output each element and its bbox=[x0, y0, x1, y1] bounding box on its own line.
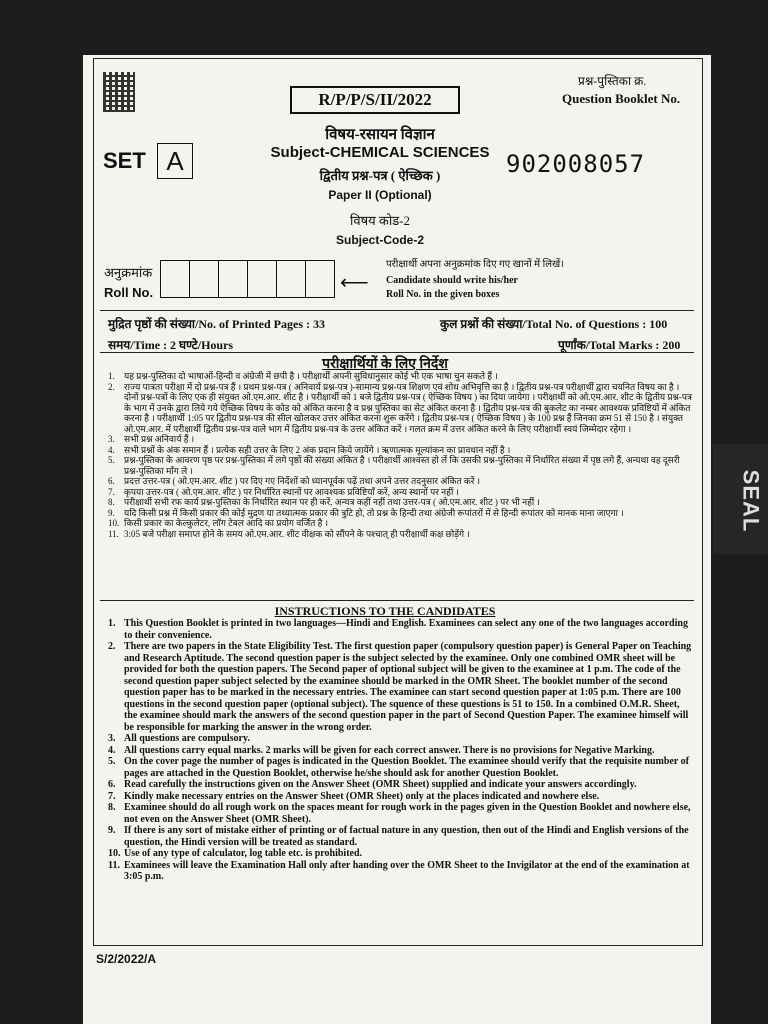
list-item: 6. Read carefully the instructions given on the Answer Sheet (OMR Sheet) supplied and indicate your answers accordingly. bbox=[108, 779, 637, 790]
list-item: 5. On the cover page the number of pages is indicated in the Question Booklet. The examinee should verify that the requisite number of pages are attached in the Question Booklet, otherwise he/she should ask for another Question Booklet. bbox=[108, 756, 689, 779]
list-item: 7. कृपया उत्तर-पत्र ( ओ.एम.आर. शीट ) पर निर्धारित स्थानों पर आवश्यक प्रविष्टियाँ करें, अन्य स्थानों पर नहीं । bbox=[108, 486, 459, 497]
list-item: 8. Examinee should do all rough work on the spaces meant for rough work in the pages given in the Question Booklet and nowhere else, not even on the Answer Sheet (OMR Sheet). bbox=[108, 802, 691, 825]
list-item: 6. प्रदत्त उत्तर-पत्र ( ओ.एम.आर. शीट ) पर दिए गए निर्देशों को ध्यानपूर्वक पढ़ें तथा अपने उत्तर तदनुसार अंकित करें । bbox=[108, 476, 481, 486]
hindi-instructions-list bbox=[108, 371, 694, 539]
roll-box[interactable] bbox=[160, 260, 190, 298]
list-item: 5. प्रश्न-पुस्तिका के आवरण पृष्ठ पर प्रश्न-पुस्तिका में लगे पृष्ठों की संख्या अंकित है । परीक्षार्थी आश्वस्त हो लें कि उसकी प्रश्न-पुस्तिका में निर्धारित संख्या में पृष्ठ लगे हैं, अन्यथा वह दूसरी प्रश्न-पुस्तिका माँग ले । bbox=[108, 455, 680, 476]
list-item: 9. यदि किसी प्रश्न में किसी प्रकार की कोई मुद्रण या तथ्यात्मक प्रकार की त्रुटि हो, तो प्रश्न के हिन्दी तथा अंग्रेजी रूपांतरों में से हिन्दी रूपांतर को मानक माना जाएगा । bbox=[108, 507, 624, 518]
roll-note-line-1: Candidate should write his/her bbox=[386, 275, 518, 286]
booklet-number: 902008057 bbox=[506, 150, 646, 178]
list-item: 1. यह प्रश्न-पुस्तिका दो भाषाओं-हिन्दी व अंग्रेजी में छपी है । परीक्षार्थी अपनी सुविधानुसार कोई भी एक भाषा चुन सकते हैं । bbox=[108, 371, 498, 381]
list-item: 2. There are two papers in the State Eligibility Test. The first question paper (compulsory question paper) is General Paper on Teaching and Research Aptitude. The second question paper is the subject selected by the examinee. Only one combined OMR sheet will be provided for both the question papers. The Second paper of optional subject will be given to the examinee at 1 p.m. The code of the second question paper subject selected by the examinee should be marked in the OMR Sheet. The booklet number of the second question paper has to be marked in the necessary entries. The examinee can start second question paper at 1:05 p.m. There are 100 questions in the second question paper (optional subject). The squence of these questions is 51 to 150. In a combined O.M.R. Sheet, the examinee should mark the answers of the second question paper in the part of Second Question Paper. The examinee himself will be responsible for marking the answer in the wrong order. bbox=[108, 641, 692, 733]
list-item: 11. Examinees will leave the Examination Hall only after handing over the OMR Sheet to the Invigilator at the end of the examination at 3:05 p.m. bbox=[108, 859, 690, 882]
footer-code: S/2/2022/A bbox=[96, 952, 157, 966]
booklet-label-hindi: प्रश्न-पुस्तिका क्र. bbox=[578, 74, 647, 88]
roll-box[interactable] bbox=[247, 260, 277, 298]
total-questions: कुल प्रश्नों की संख्या/Total No. of Questions : 100 bbox=[440, 317, 668, 331]
roll-note-line-2: Roll No. in the given boxes bbox=[386, 289, 500, 300]
english-instructions-list bbox=[108, 618, 694, 883]
set-value: A bbox=[157, 143, 193, 179]
subject-code-hindi: विषय कोड-2 bbox=[349, 213, 411, 228]
hindi-instructions-title: परीक्षार्थियों के लिए निर्देश bbox=[322, 357, 448, 372]
list-item: 1. This Question Booklet is printed in two languages—Hindi and English. Examinees can select any one of the two languages according to their convenience. bbox=[108, 618, 688, 641]
list-item: 7. Kindly make necessary entries on the Answer Sheet (OMR Sheet) only at the places indicated and nowhere else. bbox=[108, 790, 600, 802]
roll-note-hindi: परीक्षार्थी अपना अनुक्रमांक दिए गए खानों में लिखें। bbox=[386, 259, 564, 270]
divider bbox=[100, 352, 694, 353]
total-marks: पूर्णांक/Total Marks : 200 bbox=[558, 338, 681, 352]
seal-label: SEAL bbox=[738, 469, 764, 533]
list-item: 8. परीक्षार्थी सभी रफ कार्य प्रश्न-पुस्तिका के निर्धारित स्थान पर ही करें, अन्यत्र कहीं नहीं तथा उत्तर-पत्र ( ओ.एम.आर. शीट ) पर भी नहीं । bbox=[108, 497, 540, 507]
list-item: 3. सभी प्रश्न अनिवार्य हैं । bbox=[108, 434, 195, 444]
set-label: SET bbox=[103, 148, 146, 173]
paper-hindi: द्वितीय प्रश्न-पत्र ( ऐच्छिक ) bbox=[319, 168, 441, 183]
booklet-label: Question Booklet No. bbox=[562, 91, 681, 106]
roll-box[interactable] bbox=[305, 260, 335, 298]
subject-title: Subject-CHEMICAL SCIENCES bbox=[270, 144, 490, 161]
roll-label: Roll No. bbox=[104, 285, 154, 300]
time-allowed: समय/Time : 2 घण्टे/Hours bbox=[108, 338, 234, 352]
divider bbox=[100, 600, 694, 601]
english-instructions-title: INSTRUCTIONS TO THE CANDIDATES bbox=[274, 604, 496, 618]
list-item: 3. All questions are compulsory. bbox=[108, 733, 250, 744]
printed-pages: मुद्रित पृष्ठों की संख्या/No. of Printed Pages : 33 bbox=[108, 317, 325, 331]
left-arrow-icon: ⟵ bbox=[340, 272, 369, 294]
seal-strip bbox=[713, 444, 768, 554]
paper-code: R/P/P/S/II/2022 bbox=[290, 86, 460, 114]
roll-number-boxes[interactable] bbox=[160, 260, 334, 298]
list-item: 11. 3:05 बजे परीक्षा समाप्त होने के समय ओ.एम.आर. शीट वीक्षक को सौंपने के पश्चात् ही परीक्षार्थी कक्ष छोड़ेंगे । bbox=[108, 528, 470, 539]
roll-box[interactable] bbox=[218, 260, 248, 298]
list-item: 2. राज्य पात्रता परीक्षा में दो प्रश्न-पत्र हैं । प्रथम प्रश्न-पत्र ( अनिवार्य प्रश्न-पत्र )-सामान्य प्रश्न-पत्र शिक्षण एवं शोध अभिवृत्ति का है । द्वितीय प्रश्न-पत्र परीक्षार्थी द्वारा चयनित विषय का है । दोनों प्रश्न-पत्रों के लिए एक ही संयुक्त ओ.एम.आर. शीट है । परीक्षार्थी को 1 बजे द्वितीय प्रश्न-पत्र ( ऐच्छिक विषय ) का दिया जायेगा । परीक्षार्थी को ओ.एम.आर. शीट के द्वितीय प्रश्न-पत्र के भाग में उनके द्वारा लिये गये ऐच्छिक विषय के कोड को अंकित करना है व प्रश्न पुस्तिका का सेट अंकित करना है । द्वितीय प्रश्न-पत्र की बुकलेट का नम्बर आवश्यक प्रविष्टियों में अंकित करना है । परीक्षार्थी 1:05 पर द्वितीय प्रश्न-पत्र की सील खोलकर उत्तर अंकित करना शुरू करेंगे । द्वितीय प्रश्न-पत्र ( ऐच्छिक विषय ) के 100 प्रश्न हैं जिनका क्रम 51 से 150 है । संयुक्त ओ.एम.आर. में परीक्षार्थी द्वितीय प्रश्न-पत्र वाले भाग में द्वितीय प्रश्न-पत्र के उत्तर अंकित करें । गलत क्रम में उत्तर अंकित करने के लिए परीक्षार्थी स्वयं जिम्मेदार रहेगा । bbox=[108, 381, 692, 434]
subject-code: Subject-Code-2 bbox=[335, 233, 424, 247]
list-item: 4. सभी प्रश्नों के अंक समान हैं । प्रत्येक सही उत्तर के लिए 2 अंक प्रदान किये जायेंगे । ऋणात्मक मूल्यांकन का प्रावधान नहीं है । bbox=[108, 444, 511, 455]
qr-code bbox=[103, 72, 135, 112]
list-item: 10. Use of any type of calculator, log table etc. is prohibited. bbox=[108, 848, 363, 859]
subject-hindi: विषय-रसायन विज्ञान bbox=[325, 127, 435, 143]
roll-box[interactable] bbox=[276, 260, 306, 298]
list-item: 10. किसी प्रकार का केल्कुलेटर, लॉग टेबल आदि का प्रयोग वर्जित है । bbox=[108, 518, 329, 528]
list-item: 9. If there is any sort of mistake either of printing or of factual nature in any question, then out of the Hindi and English versions of the question, the Hindi version will be treated as standard. bbox=[108, 825, 689, 848]
list-item: 4. All questions carry equal marks. 2 marks will be given for each correct answer. There is no provisions for Negative Marking. bbox=[108, 744, 655, 756]
paper-title: Paper II (Optional) bbox=[328, 188, 432, 202]
divider bbox=[100, 310, 694, 311]
roll-box[interactable] bbox=[189, 260, 219, 298]
roll-label-hindi: अनुक्रमांक bbox=[104, 265, 153, 280]
